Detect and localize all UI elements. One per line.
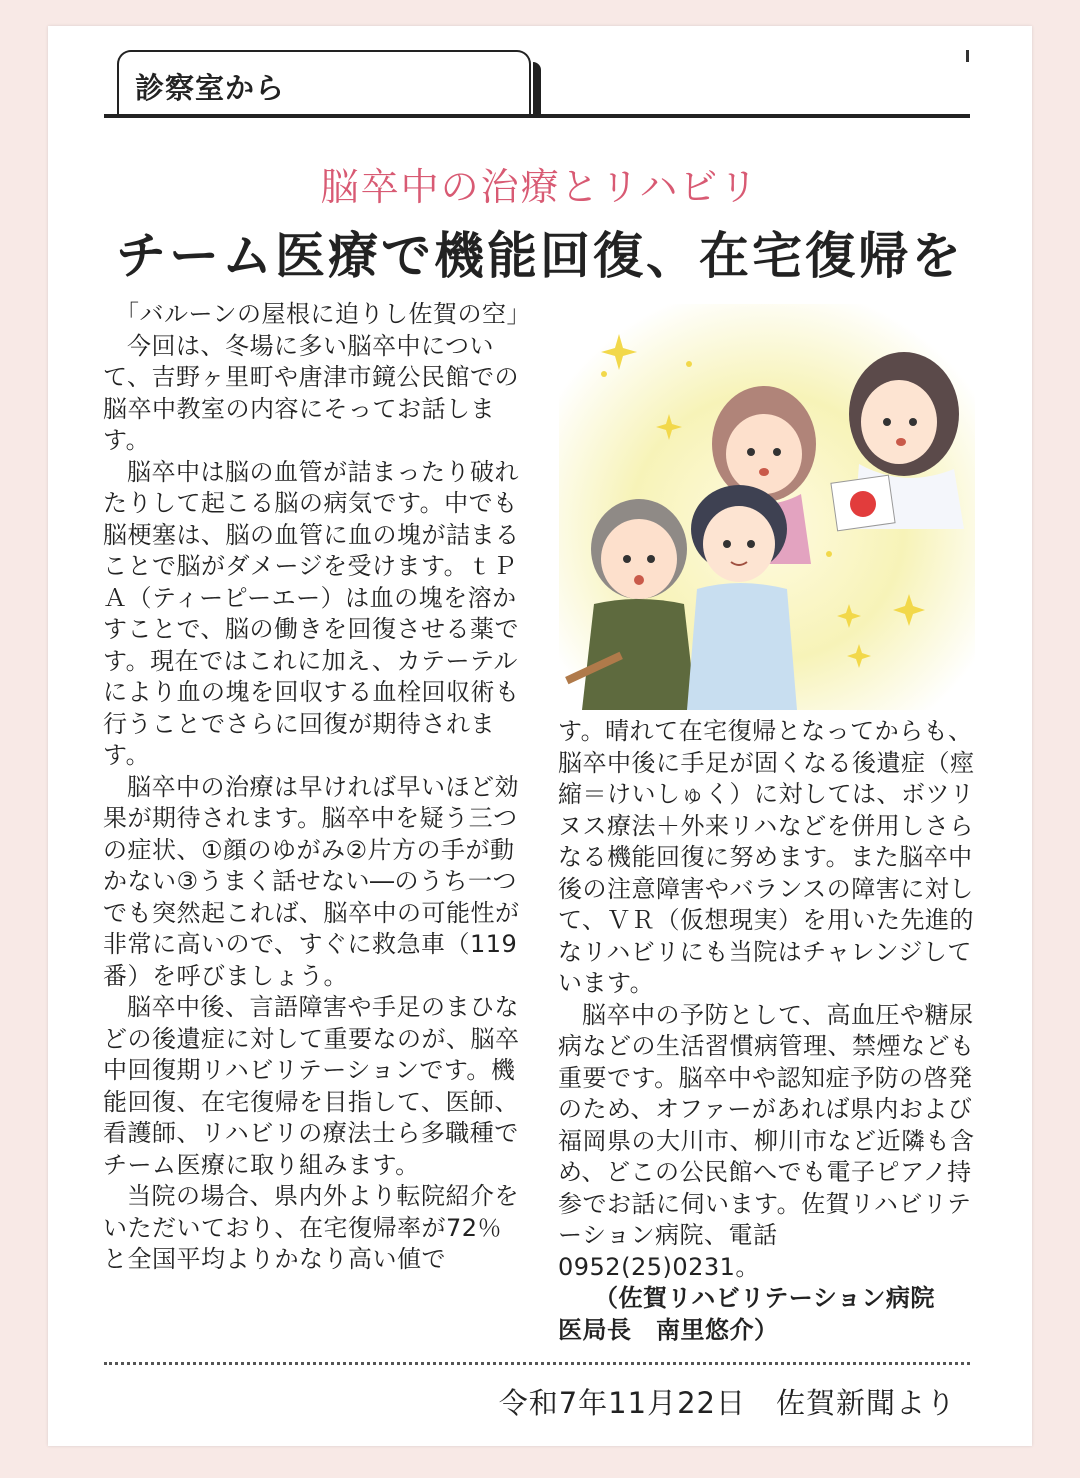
header-rule <box>104 114 970 118</box>
rehabilitation-illustration <box>559 304 975 710</box>
section-tab-label: 診察室から <box>135 71 286 105</box>
author-signature <box>558 1283 978 1346</box>
signature-hospital: （佐賀リハビリテーション病院 <box>594 1284 935 1312</box>
corner-mark <box>966 50 969 62</box>
source-footer: 令和7年11月22日 佐賀新聞より <box>498 1386 956 1420</box>
signature-author: 医局長 南里悠介） <box>558 1315 779 1344</box>
article-left-column <box>103 299 532 1276</box>
headline: チーム医療で機能回復、在宅復帰を <box>116 226 964 285</box>
article-paragraph: 当院の場合、県内外より転院紹介をいただいており、在宅復帰率が72％と全国平均よりかなり高い値で <box>103 1182 519 1273</box>
article-paragraph: 脳卒中の治療は早ければ早いほど効果が期待されます。脳卒中を疑う三つの症状、①顔のゆがみ②片方の手が動かない③うまく話せない―のうち一つでも突然起これば、脳卒中の可能性が非常に高いので、すぐに救急車（119番）を呼びましょう。 <box>103 772 520 990</box>
article-paragraph: 脳卒中後、言語障害や手足のまひなどの後遺症に対して重要なのが、脳卒中回復期リハビリテーションです。機能回復、在宅復帰を目指して、医師、看護師、リハビリの療法士ら多職種でチーム医療に取り組みます。 <box>103 993 520 1179</box>
picture-card <box>831 475 895 531</box>
article-paragraph: 脳卒中の予防として、高血圧や糖尿病などの生活習慣病管理、禁煙なども重要です。脳卒中や認知症予防の啓発のため、オファーがあれば県内および福岡県の大川市、柳川市など近隣も含め、どこの公民館へでも電子ピアノ持参でお話に伺います。佐賀リハビリテーション病院、電話0952(25)0231。 <box>558 1000 975 1281</box>
subheadline: 脳卒中の治療とリハビリ <box>320 165 760 209</box>
article-paragraph: 今回は、冬場に多い脳卒中について、吉野ヶ里町や唐津市鏡公民館での脳卒中教室の内容にそってお話します。 <box>103 331 520 454</box>
dotted-separator <box>104 1362 970 1365</box>
article-right-column <box>558 716 978 1346</box>
article-paragraph: 脳卒中は脳の血管が詰まったり破れたりして起こる脳の病気です。中でも脳梗塞は、脳の血管に血の塊が詰まることで脳がダメージを受けます。ｔＰＡ（ティーピーエー）は血の塊を溶かすことで、脳の働きを回復させる薬です。現在ではこれに加え、カテーテルにより血の塊を回収する血栓回収術も行うことでさらに回復が期待されます。 <box>103 457 520 769</box>
section-tab <box>117 50 531 114</box>
article-paragraph: す。晴れて在宅復帰となってからも、脳卒中後に手足が固くなる後遺症（痙縮＝けいしゅく）に対しては、ボツリヌス療法＋外来リハなどを併用しさらなる機能回復に努めます。また脳卒中後の注意障害やバランスの障害に対して、ＶＲ（仮想現実）を用いた先進的なリハビリにも当院はチャレンジしています。 <box>558 717 975 997</box>
haiku-paragraph: 「バルーンの屋根に迫りし佐賀の空」 <box>115 300 532 328</box>
newspaper-clipping <box>48 26 1032 1446</box>
therapist-figure <box>687 485 797 710</box>
